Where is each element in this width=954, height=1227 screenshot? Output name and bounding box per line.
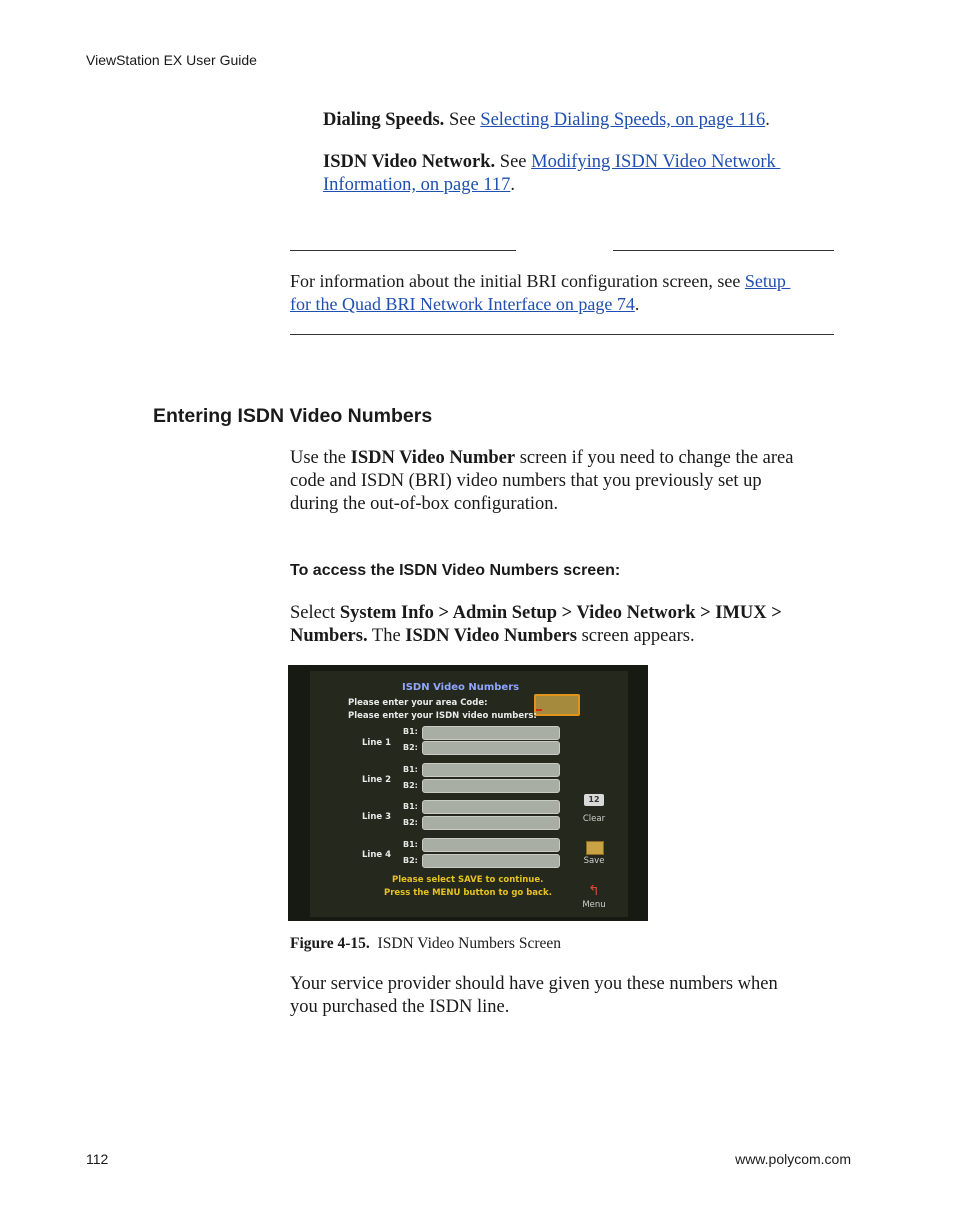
cursor-marker xyxy=(536,709,542,711)
appears-text: screen appears. xyxy=(576,626,695,646)
quad-bri-setup-link-line2[interactable]: for the Quad BRI Network Interface on page 74 xyxy=(290,294,635,314)
p1-line3: during the out-of-box configuration. xyxy=(290,494,559,514)
the-text: The xyxy=(367,626,406,646)
section-heading: Entering ISDN Video Numbers xyxy=(153,405,433,427)
menu-prompt: Press the MENU button to go back. xyxy=(384,888,552,898)
isdn-video-network-link-line2[interactable]: Information, on page 117 xyxy=(323,175,511,195)
p3-line2: you purchased the ISDN line. xyxy=(290,997,510,1017)
procedure-heading: To access the ISDN Video Numbers screen: xyxy=(290,562,621,579)
p1-text-end: screen if you need to change the area xyxy=(515,448,794,468)
figure-title: ISDN Video Numbers Screen xyxy=(377,935,562,952)
back-arrow-icon[interactable]: ↰ xyxy=(588,883,600,899)
procedure-step xyxy=(290,602,880,648)
save-icon[interactable] xyxy=(586,841,604,855)
line-1-b2-field[interactable] xyxy=(422,741,560,755)
screen-name: ISDN Video Numbers xyxy=(405,626,577,646)
select-text: Select xyxy=(290,603,340,623)
note-body: For information about the initial BRI configuration screen, see xyxy=(290,271,745,291)
numbers-prompt: Please enter your ISDN video numbers: xyxy=(348,711,537,721)
save-label: Save xyxy=(583,856,605,866)
line-4-b1-label: B1: xyxy=(403,840,418,849)
p1-text: Use the xyxy=(290,448,351,468)
isdn-video-network-label: ISDN Video Network. xyxy=(323,152,496,172)
area-code-field[interactable] xyxy=(534,694,580,716)
isdn-video-network-link[interactable]: Modifying ISDN Video Network xyxy=(531,152,781,172)
line-2-b2-field[interactable] xyxy=(422,779,560,793)
provider-paragraph xyxy=(290,973,880,1019)
line-4-b2-field[interactable] xyxy=(422,854,560,868)
note-rule-right xyxy=(613,250,834,251)
line-1-b1-field[interactable] xyxy=(422,726,560,740)
clear-icon[interactable] xyxy=(584,794,604,806)
line-4-b1-field[interactable] xyxy=(422,838,560,852)
intro-paragraph xyxy=(290,447,880,516)
p1-bold: ISDN Video Number xyxy=(350,448,516,468)
line-1-label: Line 1 xyxy=(362,738,392,748)
note-rule-bottom xyxy=(290,334,834,335)
save-prompt: Please select SAVE to continue. xyxy=(392,875,544,885)
see-text: See xyxy=(444,110,481,130)
menu-path-end: Numbers. xyxy=(290,626,368,646)
line-3-b2-label: B2: xyxy=(403,818,418,827)
line-4-label: Line 4 xyxy=(362,850,392,860)
dialing-speeds-item xyxy=(323,109,863,132)
isdn-video-numbers-screenshot xyxy=(288,665,648,921)
quad-bri-setup-link[interactable]: Setup xyxy=(744,271,791,291)
menu-path: System Info > Admin Setup > Video Network > IMUX > xyxy=(339,603,782,623)
note-text xyxy=(290,270,870,316)
p1-line2: code and ISDN (BRI) video numbers that you previously set up xyxy=(290,471,762,491)
see-text: See xyxy=(495,152,532,172)
line-2-label: Line 2 xyxy=(362,775,392,785)
period: . xyxy=(510,175,515,195)
line-2-b2-label: B2: xyxy=(403,781,418,790)
line-3-b1-field[interactable] xyxy=(422,800,560,814)
website-url: www.polycom.com xyxy=(735,1151,851,1167)
line-3-b1-label: B1: xyxy=(403,802,418,811)
p3-line1: Your service provider should have given you these numbers when xyxy=(290,974,778,994)
menu-label: Menu xyxy=(582,900,606,910)
line-1-b2-label: B2: xyxy=(403,743,418,752)
clear-badge: 12 xyxy=(588,795,600,804)
line-3-b2-field[interactable] xyxy=(422,816,560,830)
line-1-b1-label: B1: xyxy=(403,727,418,736)
dialing-speeds-label: Dialing Speeds. xyxy=(323,110,445,130)
figure-caption xyxy=(290,935,561,953)
screen-title: ISDN Video Numbers xyxy=(402,682,520,693)
note-rule-left xyxy=(290,250,516,251)
line-2-b1-label: B1: xyxy=(403,765,418,774)
figure-number: Figure 4-15. xyxy=(290,935,370,952)
line-2-b1-field[interactable] xyxy=(422,763,560,777)
line-4-b2-label: B2: xyxy=(403,856,418,865)
line-3-label: Line 3 xyxy=(362,812,392,822)
page-number: 112 xyxy=(86,1151,109,1167)
period: . xyxy=(634,294,640,314)
isdn-video-network-item xyxy=(323,151,863,197)
period: . xyxy=(765,110,770,130)
running-header: ViewStation EX User Guide xyxy=(86,52,257,68)
area-code-prompt: Please enter your area Code: xyxy=(348,698,488,708)
clear-label: Clear xyxy=(582,814,606,824)
dialing-speeds-link[interactable]: Selecting Dialing Speeds, on page 116 xyxy=(480,110,766,130)
